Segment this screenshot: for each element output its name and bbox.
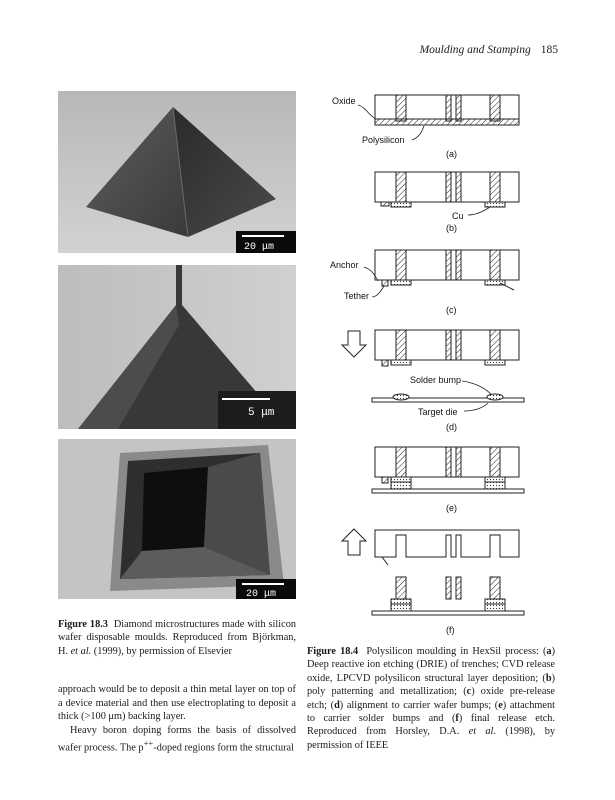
- sublabel-c: (c): [446, 305, 457, 315]
- page-number: 185: [540, 44, 558, 56]
- figure-18-4-label: Figure 18.4: [307, 646, 359, 657]
- figure-18-3-caption: [58, 618, 296, 658]
- sublabel-f: (f): [446, 625, 455, 635]
- body-paragraph-1: approach would be to deposit a thin metal layer on top of a device material and then use electroplating to deposit a thick (>100 μm) backing layer.: [58, 684, 296, 723]
- photo-tip: [58, 265, 296, 429]
- figure-18-3-text-end: (1999), by permission of Elsevier: [93, 645, 232, 657]
- figure-18-3-text: Diamond microstructures made with silicon wafer disposable moulds. Reproduced from Björkman, H.: [58, 619, 296, 657]
- body-paragraph-2: Heavy boron doping forms the basis of dissolved wafer process. The p++-doped regions form the structural: [58, 724, 296, 754]
- step-b: [375, 172, 519, 233]
- label-anchor: Anchor: [330, 260, 359, 270]
- scalebar-label: 20 μm: [244, 242, 275, 253]
- hexsil-diagram: [300, 85, 560, 645]
- label-target-die: Target die: [418, 407, 458, 417]
- cavity-floor: [142, 467, 208, 551]
- photo-pyramid: [58, 91, 296, 253]
- figure-18-4-text: Polysilicon moulding in HexSil process: (a) Deep reactive ion etching (DRIE) of trenches; CVD release oxide, LPCVD polysilicon structural layer deposition; (b) poly patterning and metallization; (c) oxide pre-release etch; (d) alignment to carrier wafer bumps; (e) attachment to carrier solder bumps and (f) final release etch. Reproduced from Horsley, D.A. et al. (1998), by permission of IEEE: [307, 646, 556, 751]
- body-text: [58, 683, 296, 755]
- step-d: [342, 330, 524, 432]
- figure-18-3-label: Figure 18.3: [58, 619, 108, 630]
- sublabel-b: (b): [446, 223, 457, 233]
- arrow-down-icon: [342, 331, 366, 357]
- label-cu: Cu: [452, 211, 464, 221]
- figure-18-4-caption: [307, 645, 555, 752]
- arrow-up-icon: [342, 529, 366, 555]
- scalebar-label: 20 μm: [246, 589, 277, 599]
- sublabel-a: (a): [446, 149, 457, 159]
- running-title: Moulding and Stamping: [419, 44, 531, 56]
- sublabel-e: (e): [446, 503, 457, 513]
- photo-cavity: [58, 439, 296, 599]
- sublabel-d: (d): [446, 422, 457, 432]
- running-header: [420, 44, 558, 56]
- step-c: [330, 250, 519, 315]
- step-a: [332, 95, 519, 159]
- label-tether: Tether: [344, 291, 370, 301]
- step-f: [342, 529, 524, 635]
- label-solder-bump: Solder bump: [410, 375, 462, 385]
- scalebar-label: 5 μm: [248, 407, 275, 419]
- label-oxide: Oxide: [332, 96, 356, 106]
- label-polysilicon: Polysilicon: [362, 135, 405, 145]
- step-e: [372, 447, 524, 513]
- figure-18-3-etal: et al.: [70, 645, 92, 657]
